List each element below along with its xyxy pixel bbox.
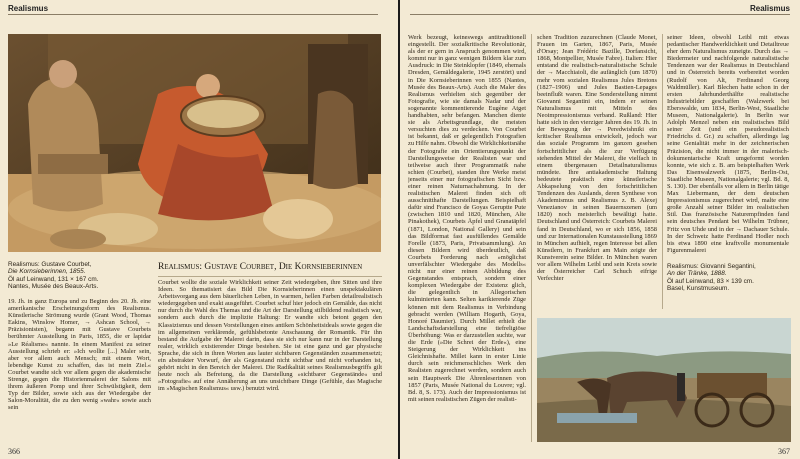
left-page: [0, 0, 398, 459]
body-column-2: schen Tradition zuzurechnen (Claude Monet, Frauen im Garten, 1867, Paris, Musée d'Orsay; Jean Frédéric Bazille, Dorfansicht, 1868, Montpellier, Musée Fabre). Italien: Hier entstand die realistisch-naturalistische Schule der → Macchiaioli, die aufänglich (um 1870) mehr vom sozialen Realismus Jules Bretons (1827–1906) und Jules Bastien-Lepages beeinflußt waren. Eine Sonderstellung nimmt Giovanni Segantini ein, indem er seinen Naturalismus mit Mitteln des Neoimpressionismus verband. Rußland: Hier hatte sich in den vierziger Jahren des 19. Jh. in der Bewegung der → Peredwishniki ein kritischer Realismus entwickelt, jedoch war das soziale Programm im ganzen gesehen fortschrittlicher als die zur Verfügung stehenden Mittel der Malerei, die vielfach in einem übergenauen Detailnaturalismus mündete. Ihre antiakademische Haltung bedeutete praktisch eine künstlerische Abkapselung von den fortschrittlichen Tendenzen des Auslands, deren Synthese von Akademismus und Realismus z. B. Alexej Venezianov in seinen Bauernszenen (um 1820) noch meisterlich bewältigt hatte. Deutschland und Österreich: Courbets Malerei fand in Deutschland, wo er sich 1856, 1858 und zur Internationalen Kunstausstellung 1869 in München aufhielt, regen Interesse bei allen Künstlern, in Frankfurt am Main zeigte der Kunstverein seine Bilder. In München waren vor allem Wilhelm Leibl und sein Kreis sowie der Österreicher Carl Schuch eifrige Verfechter: [537, 34, 657, 283]
right-page: [400, 0, 800, 459]
column-divider: [531, 34, 532, 442]
painting-caption-left: [8, 261, 158, 291]
caption-title: Die Kornsieberinnen, 1855.: [8, 268, 86, 276]
body-column-1: Werk bezeugt, keineswegs antitraditionell eingestellt. Der sozialkritische Revolutionär, als der er gern in Anspruch genommen wird, kommt nur in ganz wenigen Bildern klar zum Ausdruck: in Die Steinklopfer (1849, ehemals Dresden, Gemäldegalerie, 1945 zerstört) und in Die Kornsieberinnen von 1855 (Nantes, Musée des Beaux-Arts). Auch die Maler des Realismus verhielten sich gegenüber der Fotografie, wie sie damals Nadar und der sogenannte kommentierende Eugène Atget handhabten, sehr befangen. Manchen diente sie als Arbeitsgrundlage, die meisten versuchten dies zu verdecken. Von Courbet ist bekannt, daß er gelegentlich Fotografien zu Hilfe nahm. Obwohl die Wirklichkeitsnähe der Fotografie ein Orientierungspunkt der Darstellungsweise der Realisten war und teilweise auch ihrer Programmatik nahe schien (Courbet), standen ihre Werke meist jenseits einer nur fotografischen Sicht bzw. einer reinen Naturnachahmung. In der realistischen Malerei finden sich oft ausschnitthafte Darstellungen. Beispielhaft dafür sind Francisco de Goyas Geruptte Pute (zwischen 1810 und 1820, München, Alte Pinakothek), Courbets Äpfel und Granatäpfel (1871, London, National Gallery) und sein das Bildformat fast ausfüllendes Gemälde Forelle (1873, Paris, Privatsammlung). An diesen Bildern wird überdeutlich, daß Courbets Forderung nach »möglichst unverfälschter Wiedergabe des Modells« nicht nur einer reinen Abbildung des Gegenstandes entsprach, sondern einer komplexen Wiedergabe der Existenz glich, die gelegentlich in Allegorischen kulminierten kann. Selten karikierende Züge können mit dem Realismus in Verbindung gebracht werden (William Hogarth, Goya, Honoré Daumier). Durch Millet erhielt die Landschaftsdarstellung eine tiefreligiöse Überhöhung: Was er darzustellen suchte, war die Erde (»Die Schrei der Erde«), eine Steigerung der Wirklichkeit ins Gleichnishafte. Millet kann in erster Linie durch sein reichmenschliches Werk den Realisten zugerechnet werden, sondern auch sein Hauptwerk Die Ährenleserinnen von 1857 (Paris, Musée National du Louvre; vgl. Bd. 8, S. 173). Auch der Impressionismus ist mit seinen realistischen Zügen der realisti-: [408, 34, 526, 403]
caption-right-location: Basel, Kunstmuseum.: [667, 285, 730, 293]
header-rule-right: [410, 14, 790, 15]
caption-right-artist: Realismus: Giovanni Segantini,: [667, 263, 756, 270]
body-column-left: 19. Jh. in ganz Europa und zu Beginn des 20. Jh. eine amerikanische Erscheinungsform des Realismus. Künstlerische Strömung wurde (Grant Wood, Thomas Eakins, Winslow Homer, → Ashcan School, → Präzisionisten), begann mit Gustave Courbets berühmter Ausstellung in Paris, 1855, die er lapidar »Le Réalisme« nannte. In einem Manifest zu seiner Ausstellung schrieb er: »Ich wollte [...] Maler sein, aber vor allem auch Mensch; mit einem Wort, lebendige Kunst zu schaffen, das ist mein Ziel.« Courbet wandte sich vor allem gegen die akademische Strenge, gegen die Historienmalerei der Salons mit ihrem äußeren Pomp und ihrer Schwülstigkeit, dem Typ der Bilder, sowie sich aus der Wiedergabe der Salon-Moralität, die zu den wenig »wahr« sowie auch sein: [8, 298, 151, 412]
page-number-right: 367: [778, 447, 790, 456]
painting-caption-right: [667, 263, 792, 293]
column-divider-2: [662, 34, 663, 309]
caption-artist: Realismus: Gustave Courbet,: [8, 261, 92, 268]
caption-medium: Öl auf Leinwand, 131 × 167 cm.: [8, 275, 99, 283]
painting-segantini-tranke: [537, 318, 791, 442]
caption-location: Nantes, Musée des Beaux-Arts.: [8, 283, 99, 291]
box-title: Realismus: Gustave Courbet, Die Kornsieberinnen: [158, 262, 363, 272]
page-number-left: 366: [8, 447, 20, 456]
box-text: Courbet wollte die soziale Wirklichkeit seiner Zeit wiedergeben, ihre Sitten und ihre Ideen. So thematisiert das Bild Die Kornsieberinnen einen unspektakulären Arbeitsvorgang aus dem bäuerlichen Leben, in warmen, hellen Farben detailrealistisch wiedergegeben und exakt ausgeführt. Courbet schuf hier jedoch ein Gemälde, das nicht nur durch die Wahl des Themas und die Art der Darstellung stilbildend realistisch war, sondern auch durch die implizite Haltung: Er wandte sich betont gegen den Klassizismus und dessen Vorstellungen eines antiken Schönheitsideals sowie gegen die im allgemeinen verklärende, gefühlsbetonte Anschauung der Romantik. Für ihn bestand die Aufgabe der Malerei darin, dass sie sich nur kann nur in der Darstellung realer, wirklich existierender Dinge bestehen. Sie ist eine ganz und gar physische Sprache, die sich in ihren Worten aus lauter sichtbaren Gegenständen zusammensetzt; ein abstrakter Vorwurf, der als Gegenstand nicht sichtbar und nicht vorhanden ist, gehört nicht in den Bereich der Malerei. Die Radikalität seines Realismusbegriffs gilt heute noch als Befreiung, da die Darstellung »sichtbarer Gegenstände« und »Fotografie« auf eine Annäherung an uns unsichtbare Dinge (Gefühle, das Magische im »Magischen Realismus« usw.) benutzt wird.: [158, 279, 382, 393]
caption-right-medium: Öl auf Leinwand, 83 × 139 cm.: [667, 277, 754, 285]
header-rule: [8, 14, 378, 15]
caption-right-title: An der Tränke, 1888.: [667, 270, 727, 278]
painting-courbet-kornsieberinnen: [8, 34, 381, 252]
running-header-left: Realismus: [8, 4, 49, 13]
running-header-right: Realismus: [749, 4, 790, 13]
body-column-3: seiner Ideen, obwohl Leibl mit etwas pedantischer Handwerklichkeit und Detailtreue eher dem Naturalismus zuneigte. Durch das → Biedermeier und nachfolgende naturalistische Tendenzen war der Realismus in Deutschland und in Österreich bereits vorbereitet worden (Rudolf von Alt, Ferdinand Georg Waldmüller). Karl Blechen hatte schon in der ersten Jahrhunderthälfte realistische Industriebilder geschaffen (Walzwerk bei Eberswalde, um 1834, Berlin-West, Staatliche Museen, Nationalgalerie). In Berlin war Adolph Menzel neben ein realistisches Bild seiner Zeit (und ein pseudorealistisch Friedrichs d. Gr.) zu schaffen, allerdings lag seine Genialität mehr in der zeichnerischen Präzision, die nicht immer in der malerisch-dokumentarische Kraft umgeformt worden konnte, wie sich z. B. am beispielhaften Werk Das Eisenwalzwerk (1875, Berlin-Ost, Staatliche Museen, Nationalgalerie; vgl. Bd. 8, S. 130). Der ebenfalls vor allem in Berlin tätige Max Liebermann, der dem deutschen Impressionismus zugerechnet wird, malte eine große Anzahl seiner Bilder im realistischen Stil. Das französische Naturempfinden fand sein deutsches Pendant bei Wilhelm Trübner, Fritz von Uhde und in der → Dachauer Schule. In der Schweiz hatte Ferdinand Hodler noch bis etwa 1890 eine kraftvolle monumentale Figurenmalerei: [667, 34, 789, 254]
box-rule: [158, 276, 382, 277]
